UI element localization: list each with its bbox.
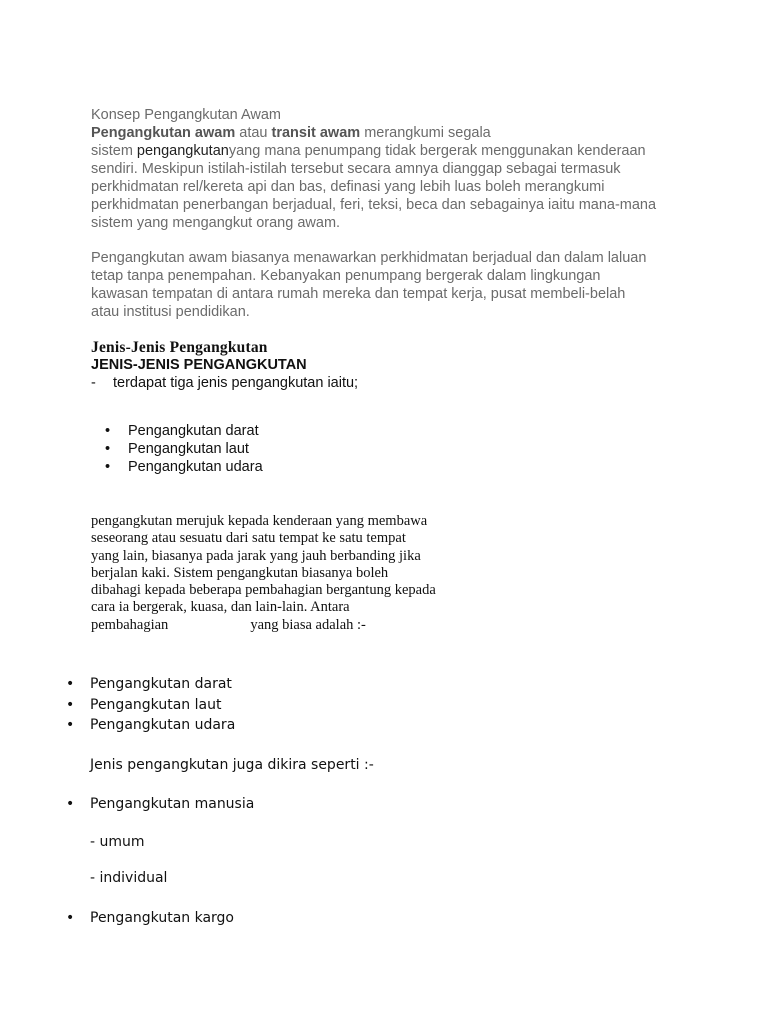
- paragraph-line: [91, 124, 491, 142]
- dash-marker: -: [91, 375, 96, 391]
- section-heading: Jenis-Jenis Pengangkutan: [91, 339, 268, 356]
- text-fragment: atau: [235, 125, 272, 141]
- list-item: • Pengangkutan manusia: [66, 794, 254, 815]
- paragraph-line: yang lain, biasanya pada jarak yang jauh berbanding jika: [91, 547, 421, 564]
- manusia-list: [66, 794, 254, 815]
- list-item: • Pengangkutan laut: [66, 695, 235, 716]
- paragraph-line: [91, 617, 436, 634]
- transport-type-list: [91, 422, 263, 476]
- text-fragment: yang biasa adalah :-: [250, 616, 366, 633]
- paragraph-line: cara ia bergerak, kuasa, dan lain-lain. Antara: [91, 599, 350, 616]
- list-item: • Pengangkutan laut: [91, 440, 263, 458]
- list-item: • Pengangkutan darat: [91, 422, 263, 440]
- serif-paragraph: [91, 513, 436, 634]
- text-fragment: sistem: [91, 143, 137, 159]
- text-fragment: pembahagian: [91, 616, 169, 633]
- section-subheading: JENIS-JENIS PENGANGKUTAN: [91, 357, 307, 373]
- paragraph-line: perkhidmatan rel/kereta api dan bas, definasi yang lebih luas boleh merangkumi: [91, 179, 605, 195]
- paragraph-line: sistem yang mengangkut orang awam.: [91, 215, 341, 231]
- paragraph-line: [91, 142, 646, 160]
- intro-text: terdapat tiga jenis pengangkutan iaitu;: [113, 375, 359, 391]
- transport-type-list-2: [66, 674, 235, 736]
- bold-term: transit awam: [271, 125, 361, 141]
- sub-item-umum: - umum: [90, 834, 145, 850]
- paragraph-line: pengangkutan merujuk kepada kenderaan yang membawa: [91, 513, 428, 529]
- list-item: • Pengangkutan udara: [66, 715, 235, 736]
- paragraph-line: atau institusi pendidikan.: [91, 304, 250, 320]
- paragraph-line: berjalan kaki. Sistem pengangkutan biasanya boleh: [91, 564, 389, 581]
- bold-term: Pengangkutan awam: [91, 125, 236, 141]
- link-term: pengangkutan: [136, 143, 229, 159]
- list-item: • Pengangkutan darat: [66, 674, 235, 695]
- paragraph-line: perkhidmatan penerbangan berjadual, feri, teksi, beca dan sebagainya iaitu mana-mana: [91, 197, 657, 213]
- sub-item-individual: - individual: [90, 870, 168, 886]
- text-fragment: yang mana penumpang tidak bergerak menggunakan kenderaan: [228, 143, 646, 159]
- paragraph-line: dibahagi kepada beberapa pembahagian bergantung kepada: [91, 582, 436, 599]
- list-item: • Pengangkutan udara: [91, 458, 263, 476]
- kargo-list: [66, 908, 234, 929]
- text-fragment: merangkumi segala: [360, 125, 491, 141]
- paragraph-line: tetap tanpa penempahan. Kebanyakan penumpang bergerak dalam lingkungan: [91, 268, 601, 284]
- paragraph-line: Pengangkutan awam biasanya menawarkan perkhidmatan berjadual dan dalam laluan: [91, 250, 647, 266]
- paragraph-line: seseorang atau sesuatu dari satu tempat ke satu tempat: [91, 530, 406, 547]
- paragraph-line: kawasan tempatan di antara rumah mereka dan tempat kerja, pusat membeli-belah: [91, 286, 626, 302]
- paragraph-line: sendiri. Meskipun istilah-istilah tersebut secara amnya dianggap sebagai termasuk: [91, 161, 621, 177]
- list-item: • Pengangkutan kargo: [66, 908, 234, 929]
- also-text: Jenis pengangkutan juga dikira seperti :-: [90, 757, 374, 773]
- section-title: Konsep Pengangkutan Awam: [91, 107, 281, 123]
